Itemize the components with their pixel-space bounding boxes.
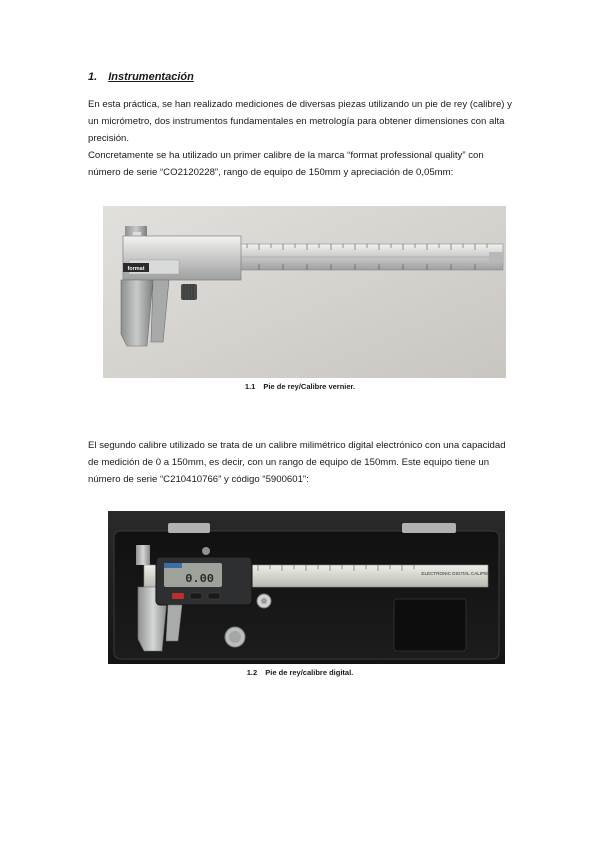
vernier-caliper-photo (103, 206, 506, 378)
figure-caption-text: Pie de rey/Calibre vernier. (263, 382, 356, 391)
second-caliper-paragraph: El segundo calibre utilizado se trata de un calibre milimétrico digital electrónico con una capacidad de medición de 0 a 150mm, es decir, con un rango de equipo de 150mm. Este equipo tiene un número de serie “C210410766” y código “5900601”: (88, 440, 506, 485)
figure-caption (0, 668, 600, 677)
intro-paragraph: En esta práctica, se han realizado mediciones de diversas piezas utilizando un pie de rey (calibre) y un micrómetro, dos instrumentos fundamentales en metrología para obtener dimensiones con alta precisión. (88, 99, 512, 144)
figure-number: 1.1 (244, 382, 256, 391)
section-heading (88, 71, 194, 83)
figure-number: 1.2 (246, 668, 258, 677)
caliper-display-reading: 0.00 (185, 572, 214, 586)
figure-caption (0, 382, 600, 391)
section-title: Instrumentación (108, 71, 194, 83)
figure-caption-text: Pie de rey/calibre digital. (265, 668, 354, 677)
section-number: 1. (88, 71, 98, 83)
first-caliper-paragraph: Concretamente se ha utilizado un primer calibre de la marca “format professional quality” con número de serie “CO2120228”, rango de equipo de 150mm y apreciación de 0,05mm: (88, 150, 484, 178)
caliper-brand-mark: format (127, 265, 145, 272)
digital-caliper-photo (108, 511, 505, 664)
device-label: ELECTRONIC DIGITAL CALIPER (421, 571, 491, 576)
